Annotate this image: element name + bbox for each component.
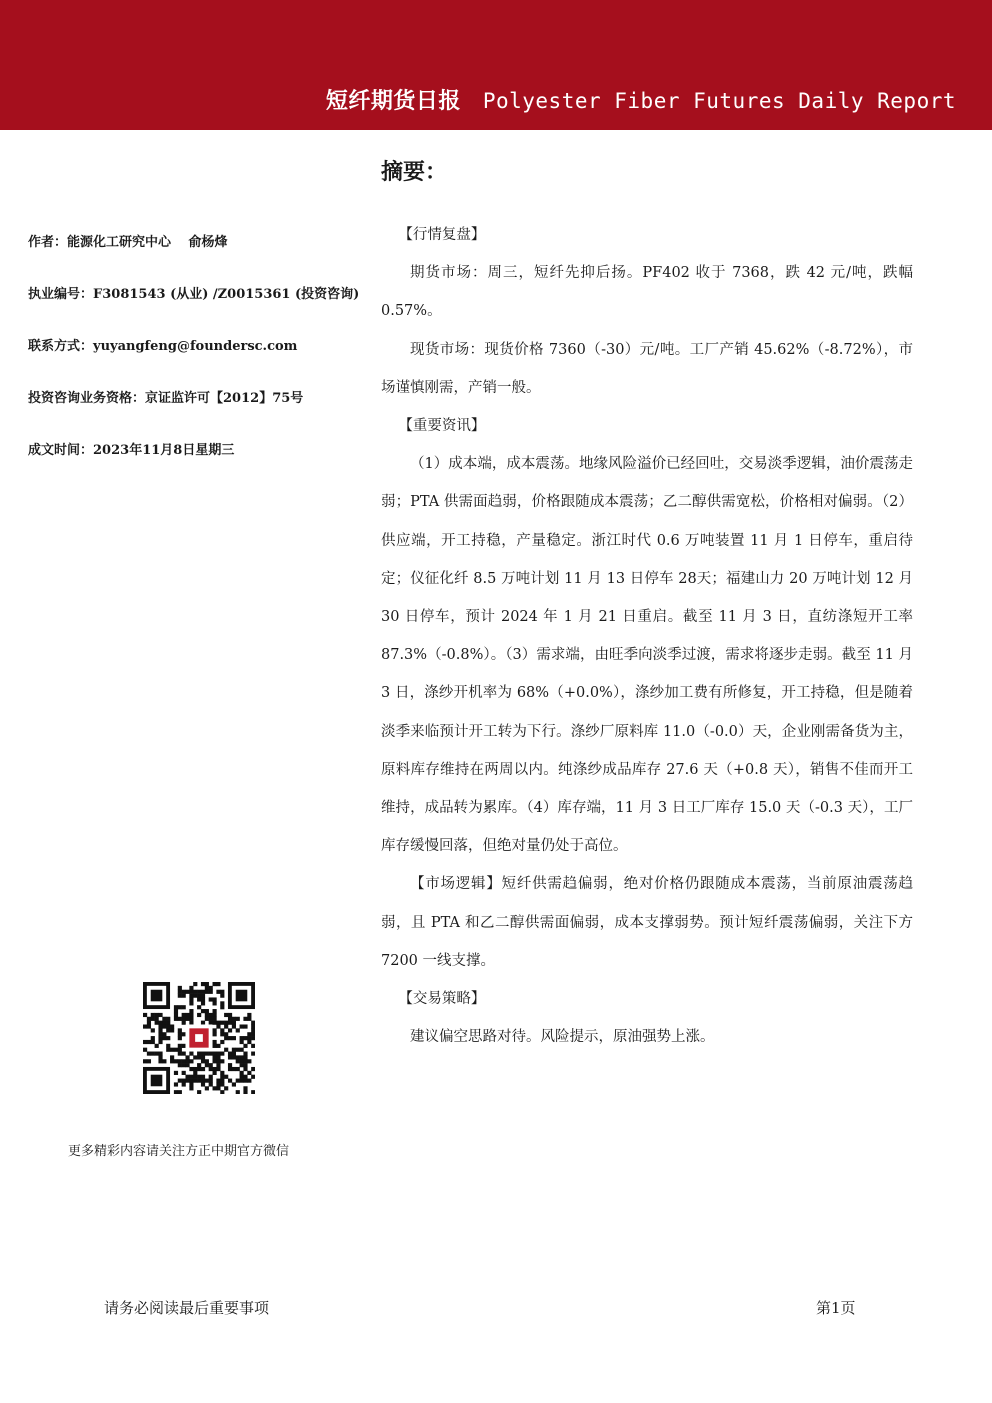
strategy-heading: 【交易策略】 [398, 991, 486, 1008]
qr-caption: 更多精彩内容请关注方正中期官方微信 [68, 1144, 290, 1159]
meta-license [28, 286, 368, 338]
meta-qualification-label: 投资咨询业务资格： [28, 391, 146, 406]
market-logic-tag: 【市场逻辑】 [410, 876, 502, 893]
footer-notice: 请务必阅读最后重要事项 [104, 1299, 270, 1317]
meta-author [28, 234, 368, 286]
futures-market-paragraph: 期货市场：周三，短纤先抑后扬。PF402 收于 7368，跌 42 元/吨，跌幅 0.57%。 [381, 265, 913, 320]
qr-code-icon [143, 982, 255, 1094]
report-title-en: Polyester Fiber Futures Daily Report [482, 89, 956, 113]
meta-qualification [28, 390, 368, 442]
meta-qualification-value: 京证监许可【2012】75号 [145, 391, 304, 406]
meta-author-value: 能源化工研究中心 俞杨烽 [67, 235, 228, 250]
strategy-paragraph: 建议偏空思路对待。风险提示，原油强势上涨。 [410, 1029, 715, 1046]
meta-contact-label: 联系方式： [28, 339, 94, 354]
meta-date-label: 成文时间： [28, 443, 94, 458]
meta-date [28, 442, 368, 494]
meta-date-value: 2023年11月8日星期三 [93, 443, 235, 458]
market-logic-text: 短纤供需趋偏弱，绝对价格仍跟随成本震荡，当前原油震荡趋弱，且 PTA 和乙二醇供需面偏弱，成本支撑弱势。预计短纤震荡偏弱，关注下方 7200 一线支撑。 [381, 876, 913, 969]
summary-content [381, 216, 913, 1056]
news-paragraph: （1）成本端，成本震荡。地缘风险溢价已经回吐，交易淡季逻辑，油价震荡走弱；PTA 供需面趋弱，价格跟随成本震荡；乙二醇供需宽松，价格相对偏弱。（2）供应端，开工持稳，产量稳定。浙江时代 0.6 万吨装置 11 月 1 日停车，重启待定；仪征化纤 8.5 万吨计划 11 月 13 日停车 28天；福建山力 20 万吨计划 12 月 30 日停车，预计 2024 年 1 月 21 日重启。截至 11 月 3 日，直纺涤短开工率 87.3%（-0.8%）。（3）需求端，由旺季向淡季过渡，需求将逐步走弱。截至 11 月 3 日，涤纱开机率为 68%（+0.0%），涤纱加工费有所修复，开工持稳，但是随着淡季来临预计开工转为下行。涤纱厂原料库 11.0（-0.0）天，企业刚需备货为主，原料库存维持在两周以内。纯涤纱成品库存 27.6 天（+0.8 天），销售不佳而开工维持，成品转为累库。（4）库存端，11 月 3 日工厂库存 15.0 天（-0.3 天），工厂库存缓慢回落，但绝对量仍处于高位。 [381, 456, 913, 855]
meta-author-label: 作者： [28, 235, 68, 250]
review-heading: 【行情复盘】 [398, 227, 486, 243]
market-logic-paragraph [381, 865, 913, 980]
report-title-cn: 短纤期货日报 [325, 89, 461, 114]
meta-license-label: 执业编号： [28, 287, 94, 302]
author-meta [28, 234, 368, 494]
meta-contact [28, 338, 368, 390]
summary-heading: 摘要： [381, 160, 448, 185]
spot-market-paragraph: 现货市场：现货价格 7360（-30）元/吨。工厂产销 45.62%（-8.72%），市场谨慎刚需，产销一般。 [381, 341, 913, 396]
page-number: 第1页 [816, 1299, 856, 1317]
report-title [326, 84, 956, 115]
meta-license-value: F3081543 (从业) /Z0015361 (投资咨询) [93, 287, 360, 302]
meta-contact-value[interactable]: yuyangfeng@foundersc.com [93, 339, 298, 354]
news-heading: 【重要资讯】 [398, 418, 486, 435]
